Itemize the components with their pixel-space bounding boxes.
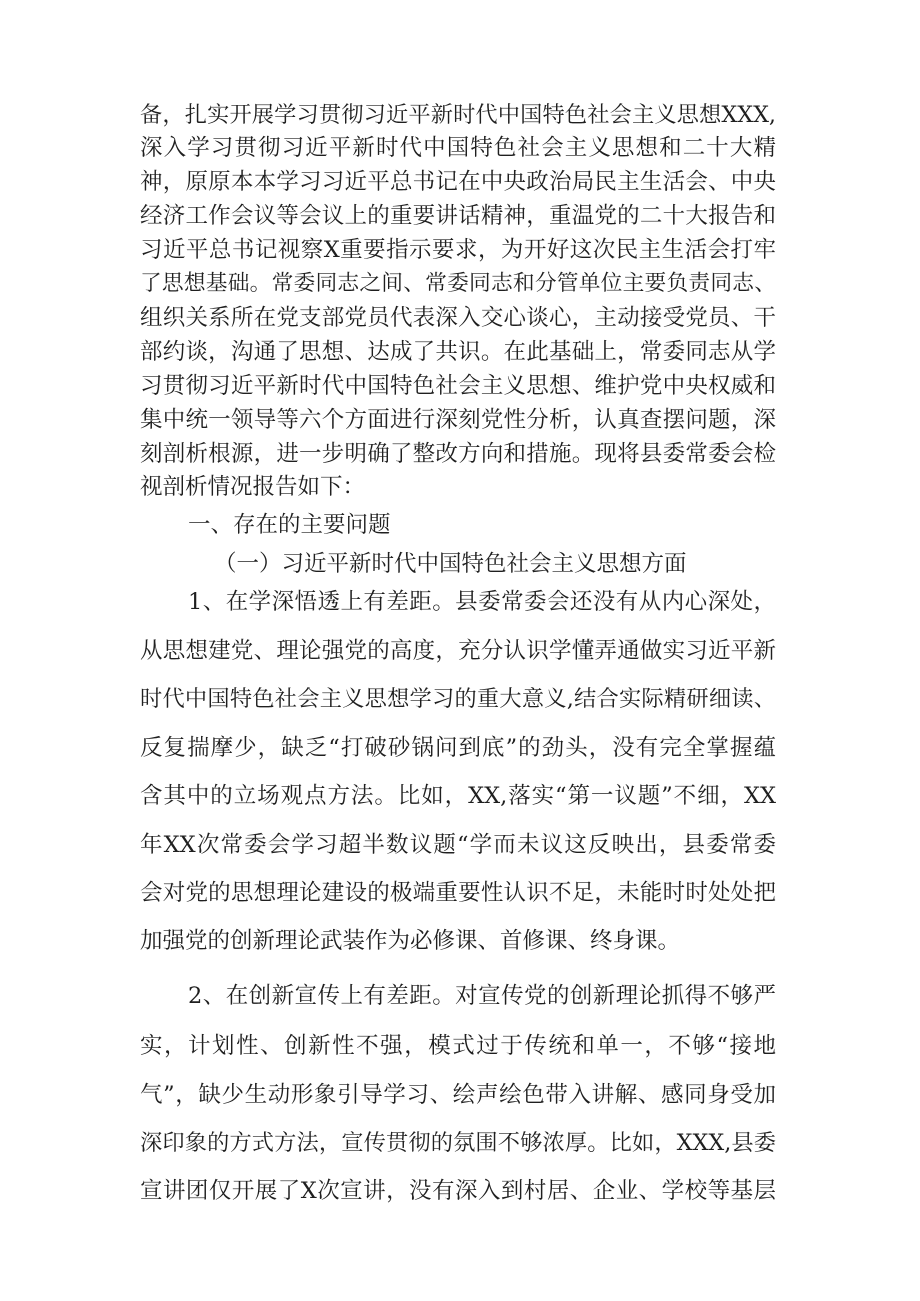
item1-line: 1、在学深悟透上有差距。县委常委会还没有从内心深处，: [188, 589, 776, 615]
intro-line: 习近平总书记视察X重要指示要求，为开好这次民主生活会打牢: [140, 237, 776, 263]
intro-line: 刻剖析根源，进一步明确了整改方向和措施。现将县委常委会检: [140, 441, 776, 467]
item2-line: 实，计划性、创新性不强，模式过于传统和单一，不够“接地: [140, 1033, 776, 1059]
item1-line: 反复揣摩少，缺乏“打破砂锅问到底”的劲头，没有完全掌握蕴: [140, 735, 776, 761]
intro-line: 习贯彻习近平新时代中国特色社会主义思想、维护党中央权威和: [140, 373, 776, 399]
intro-line: 备，扎实开展学习贯彻习近平新时代中国特色社会主义思想XXX,: [140, 102, 776, 128]
intro-line: 经济工作会议等会议上的重要讲话精神，重温党的二十大报告和: [140, 203, 776, 229]
intro-line: 了思想基础。常委同志之间、常委同志和分管单位主要负责同志、: [140, 271, 776, 296]
intro-line: 神，原原本本学习习近平总书记在中央政治局民主生活会、中央: [140, 169, 776, 195]
intro-line: 视剖析情况报告如下：: [140, 474, 366, 500]
intro-line: 集中统一领导等六个方面进行深刻党性分析，认真查摆问题，深: [140, 407, 776, 433]
item1-line: 加强党的创新理论武装作为必修课、首修课、终身课。: [140, 928, 681, 954]
item1-line: 年XX次常委会学习超半数议题“学而未议这反映出，县委常委: [140, 832, 776, 858]
item1-line: 时代中国特色社会主义思想学习的重大意义,结合实际精研细读、: [140, 686, 776, 712]
item1-line: 从思想建党、理论强党的高度，充分认识学懂弄通做实习近平新: [140, 638, 776, 664]
subsection-heading: （一）习近平新时代中国特色社会主义思想方面: [214, 551, 687, 577]
item1-line: 含其中的立场观点方法。比如，XX,落实“第一议题”不细，XX: [140, 783, 776, 809]
item2-line: 气”，缺少生动形象引导学习、绘声绘色带入讲解、感同身受加: [140, 1082, 776, 1108]
item2-line: 深印象的方式方法，宣传贯彻的氛围不够浓厚。比如，XXX,县委: [140, 1130, 776, 1156]
section-heading: 一、存在的主要问题: [188, 512, 391, 538]
intro-line: 组织关系所在党支部党员代表深入交心谈心，主动接受党员、干: [140, 305, 776, 331]
item2-line: 2、在创新宣传上有差距。对宣传党的创新理论抓得不够严: [188, 983, 776, 1009]
intro-line: 深入学习贯彻习近平新时代中国特色社会主义思想和二十大精: [140, 135, 776, 161]
item1-line: 会对党的思想理论建设的极端重要性认识不足，未能时时处处把: [140, 880, 776, 906]
item2-line: 宣讲团仅开展了X次宣讲，没有深入到村居、企业、学校等基层: [140, 1178, 776, 1204]
intro-line: 部约谈，沟通了思想、达成了共识。在此基础上，常委同志从学: [140, 339, 776, 365]
